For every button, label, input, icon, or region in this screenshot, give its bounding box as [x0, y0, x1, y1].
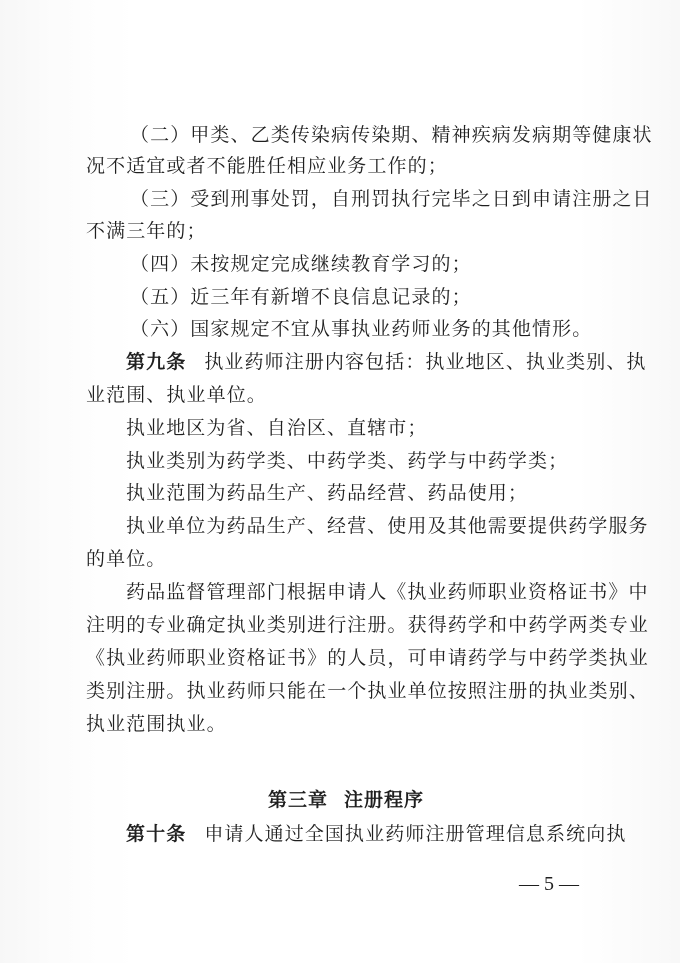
- article-10-label: 第十条: [126, 823, 187, 845]
- item-5: （五）近三年有新增不良信息记录的；: [130, 286, 472, 308]
- article-10-line-1: [126, 822, 626, 846]
- para-unit-line-1: 执业单位为药品生产、经营、使用及其他需要提供药学服务: [126, 515, 649, 537]
- article-9-label: 第九条: [126, 351, 187, 373]
- para-registration-line-4: 类别注册。执业药师只能在一个执业单位按照注册的执业类别、: [86, 680, 649, 702]
- chapter-title: 注册程序: [344, 789, 425, 811]
- para-category: 执业类别为药学类、中药学类、药学与中药学类；: [126, 450, 569, 472]
- para-registration-line-3: 《执业药师职业资格证书》的人员，可申请药学与中药学类执业: [86, 647, 649, 669]
- chapter-heading: [268, 788, 424, 812]
- para-region: 执业地区为省、自治区、直辖市；: [126, 417, 428, 439]
- item-3-line-2: 不满三年的；: [86, 220, 207, 242]
- article-9-line-1: [126, 350, 647, 374]
- para-registration-line-2: 注明的专业确定执业类别进行注册。获得药学和中药学两类专业: [86, 614, 649, 636]
- para-registration-line-1: 药品监督管理部门根据申请人《执业药师职业资格证书》中: [126, 581, 649, 603]
- page-number: — 5 —: [519, 873, 579, 895]
- para-unit-line-2: 的单位。: [86, 548, 167, 570]
- item-2-line-2: 况不适宜或者不能胜任相应业务工作的；: [86, 155, 448, 177]
- article-10-text: 申请人通过全国执业药师注册管理信息系统向执: [204, 823, 627, 845]
- item-3-line-1: （三）受到刑事处罚，自刑罚执行完毕之日到申请注册之日: [130, 188, 653, 210]
- article-9-text: 执业药师注册内容包括：执业地区、执业类别、执: [204, 351, 647, 373]
- para-registration-line-5: 执业范围执业。: [86, 713, 227, 735]
- item-4: （四）未按规定完成继续教育学习的；: [130, 253, 472, 275]
- para-scope: 执业范围为药品生产、药品经营、药品使用；: [126, 482, 529, 504]
- chapter-number: 第三章: [268, 789, 329, 811]
- item-6: （六）国家规定不宜从事执业药师业务的其他情形。: [130, 318, 593, 340]
- article-9-line-2: 业范围、执业单位。: [86, 384, 267, 406]
- item-2-line-1: （二）甲类、乙类传染病传染期、精神疾病发病期等健康状: [130, 124, 653, 146]
